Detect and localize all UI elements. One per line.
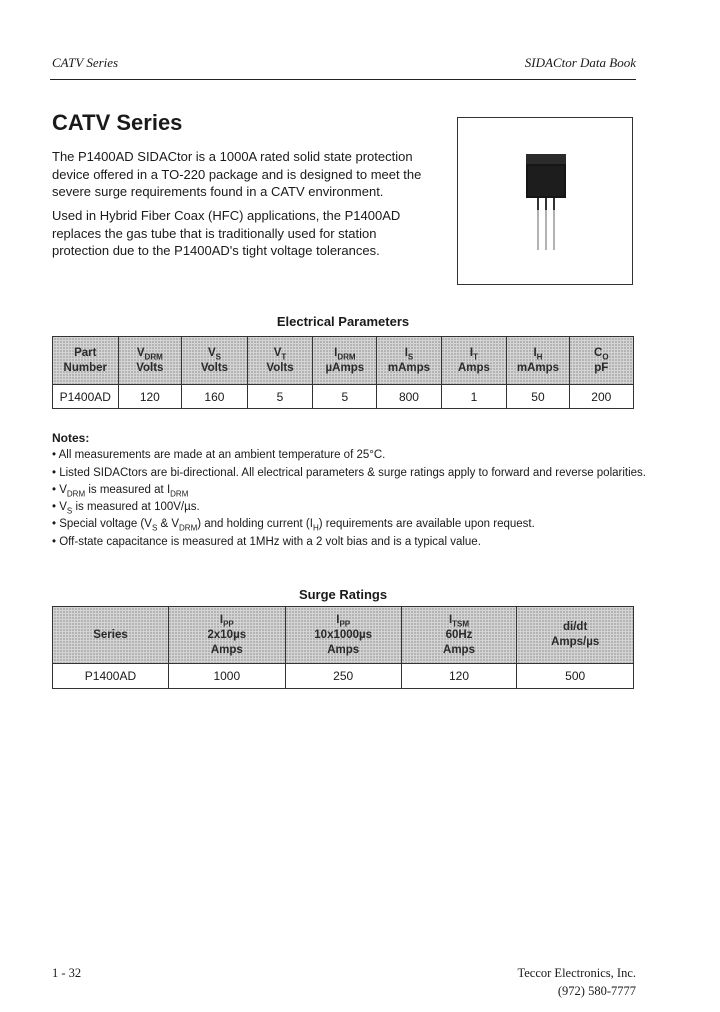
header-is: $I_S$ mAmps (377, 337, 441, 385)
surge-ratings-table (52, 606, 634, 689)
page-title: CATV Series (52, 110, 183, 135)
table-header-row (53, 337, 634, 385)
intro-paragraph-2: Used in Hybrid Fiber Coax (HFC) applications, the P1400AD replaces the gas tube that is traditionally used for station protection due to the P1400AD's tight voltage tolerances. (52, 208, 401, 258)
note-item: • Listed SIDACtors are bi-directional. All electrical parameters & surge ratings apply to forward and reverse polarities. (52, 466, 646, 479)
to220-package-icon (458, 118, 632, 284)
intro-paragraph-1: The P1400AD SIDACtor is a 1000A rated solid state protection device offered in a TO-220 package and is designed to meet the severe surge requirements found in a CATV environment. (52, 149, 422, 199)
cell-series: P1400AD (53, 664, 169, 689)
notes-block (52, 430, 646, 551)
cell-vs: 160 (182, 385, 248, 409)
header-part-number: Part Number (53, 337, 119, 385)
page-number: 1 - 32 (52, 966, 82, 980)
header-series: Series (53, 607, 169, 664)
cell-ipp-10x1000: 250 (285, 664, 401, 689)
electrical-parameters-title: Electrical Parameters (276, 314, 410, 329)
header-vs: $V_S$ Volts (182, 337, 248, 385)
header-itsm: $I_{TSM}$ 60Hz Amps (401, 607, 517, 664)
notes-label: Notes: (52, 431, 90, 445)
package-figure (457, 117, 633, 285)
header-idrm: $I_{DRM}$ µAmps (313, 337, 377, 385)
table-row (53, 664, 634, 689)
header-vt: $V_T$ Volts (247, 337, 313, 385)
cell-is: 800 (377, 385, 441, 409)
cell-ih: 50 (507, 385, 569, 409)
cell-part-number: P1400AD (53, 385, 119, 409)
surge-ratings-title: Surge Ratings (298, 587, 388, 602)
cell-didt: 500 (517, 664, 634, 689)
note-item: • Special voltage ($V_S$ & $V_{DRM}$) and holding current $(I_H)$ requirements are available upon request. (52, 518, 535, 533)
footer-company: Teccor Electronics, Inc. (517, 966, 636, 980)
note-item: • $V_S$ is measured at 100V/µs. (52, 501, 200, 516)
cell-itsm: 120 (401, 664, 517, 689)
header-vdrm: $V_{DRM}$ Volts (118, 337, 182, 385)
table-row (53, 385, 634, 409)
cell-ipp-2x10: 1000 (168, 664, 285, 689)
header-ih: $I_H$ mAmps (507, 337, 569, 385)
note-item: • Off-state capacitance is measured at 1MHz with a 2 volt bias and is a typical value. (52, 535, 481, 548)
header-didt: di/dt Amps/µs (517, 607, 634, 664)
header-ipp-10x1000: $I_{PP}$ 10x1000µs Amps (285, 607, 401, 664)
header-ipp-2x10: $I_{PP}$ 2x10µs Amps (168, 607, 285, 664)
running-header-right: SIDACtor Data Book (524, 55, 636, 70)
cell-vdrm: 120 (118, 385, 182, 409)
electrical-parameters-table (52, 336, 634, 409)
footer-phone: (972) 580-7777 (557, 984, 636, 998)
header-co: $C_O$ pF (569, 337, 633, 385)
note-item: • All measurements are made at an ambient temperature of 25°C. (52, 449, 386, 462)
cell-vt: 5 (247, 385, 313, 409)
cell-idrm: 5 (313, 385, 377, 409)
header-it: $I_T$ Amps (441, 337, 507, 385)
table-header-row (53, 607, 634, 664)
running-header-left: CATV Series (52, 55, 119, 70)
cell-it: 1 (441, 385, 507, 409)
cell-co: 200 (569, 385, 633, 409)
header-divider (50, 79, 636, 80)
note-item: • $V_{DRM}$ is measured at $I_{DRM}$ (52, 483, 189, 499)
